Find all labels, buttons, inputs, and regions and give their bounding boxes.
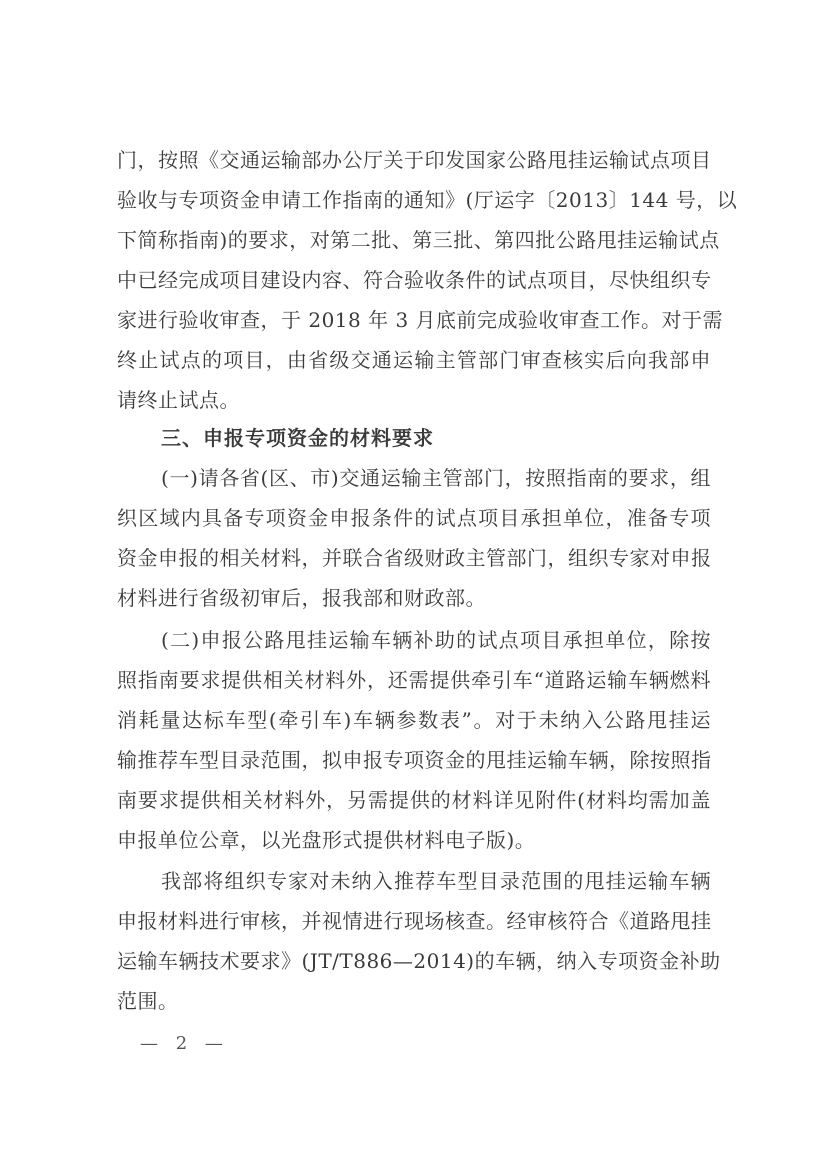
paragraph-3-line: 我部将组织专家对未纳入推荐车型目录范围的甩挂运输车辆	[161, 869, 711, 893]
paragraph-1-line: 织区域内具备专项资金申报条件的试点项目承担单位，准备专项	[117, 506, 711, 530]
paragraph-2-line: 南要求提供相关材料外，另需提供的材料详见附件(材料均需加盖	[117, 788, 711, 812]
paragraph-1-line: 材料进行省级初审后，报我部和财政部。	[117, 586, 486, 610]
section-heading: 三、申报专项资金的材料要求	[161, 426, 434, 450]
text-line: 家进行验收审查，于 2018 年 3 月底前完成验收审查工作。对于需	[117, 308, 724, 332]
paragraph-2-line: 照指南要求提供相关材料外，还需提供牵引车“道路运输车辆燃料	[117, 668, 711, 692]
paragraph-2-line: 消耗量达标车型(牵引车)车辆参数表”。对于未纳入公路甩挂运	[117, 708, 711, 732]
paragraph-1-line: 资金申报的相关材料，并联合省级财政主管部门，组织专家对申报	[117, 546, 712, 570]
paragraph-1-line: (一)请各省(区、市)交通运输主管部门，按照指南的要求，组	[161, 466, 711, 490]
paragraph-2-line: (二)申报公路甩挂运输车辆补助的试点项目承担单位，除按	[161, 628, 711, 652]
text-line: 下简称指南)的要求，对第二批、第三批、第四批公路甩挂运输试点	[117, 228, 720, 252]
paragraph-3-line: 范围。	[117, 989, 179, 1013]
text-line: 验收与专项资金申请工作指南的通知》(厅运字〔2013〕144 号，以	[117, 188, 738, 212]
paragraph-2-line: 输推荐车型目录范围，拟申报专项资金的甩挂运输车辆，除按照指	[117, 748, 712, 772]
page-number: — 2 —	[140, 1033, 229, 1054]
text-line: 终止试点的项目，由省级交通运输主管部门审查核实后向我部申	[117, 348, 711, 372]
text-line: 门，按照《交通运输部办公厅关于印发国家公路甩挂运输试点项目	[117, 148, 712, 172]
paragraph-3-line: 申报材料进行审核，并视情进行现场核查。经审核符合《道路甩挂	[117, 909, 712, 933]
text-line: 中已经完成项目建设内容、符合验收条件的试点项目，尽快组织专	[117, 268, 712, 292]
text-line: 请终止试点。	[117, 388, 240, 412]
paragraph-3-line: 运输车辆技术要求》(JT/T886—2014)的车辆，纳入专项资金补助	[117, 949, 721, 973]
paragraph-2-line: 申报单位公章，以光盘形式提供材料电子版)。	[117, 828, 536, 852]
